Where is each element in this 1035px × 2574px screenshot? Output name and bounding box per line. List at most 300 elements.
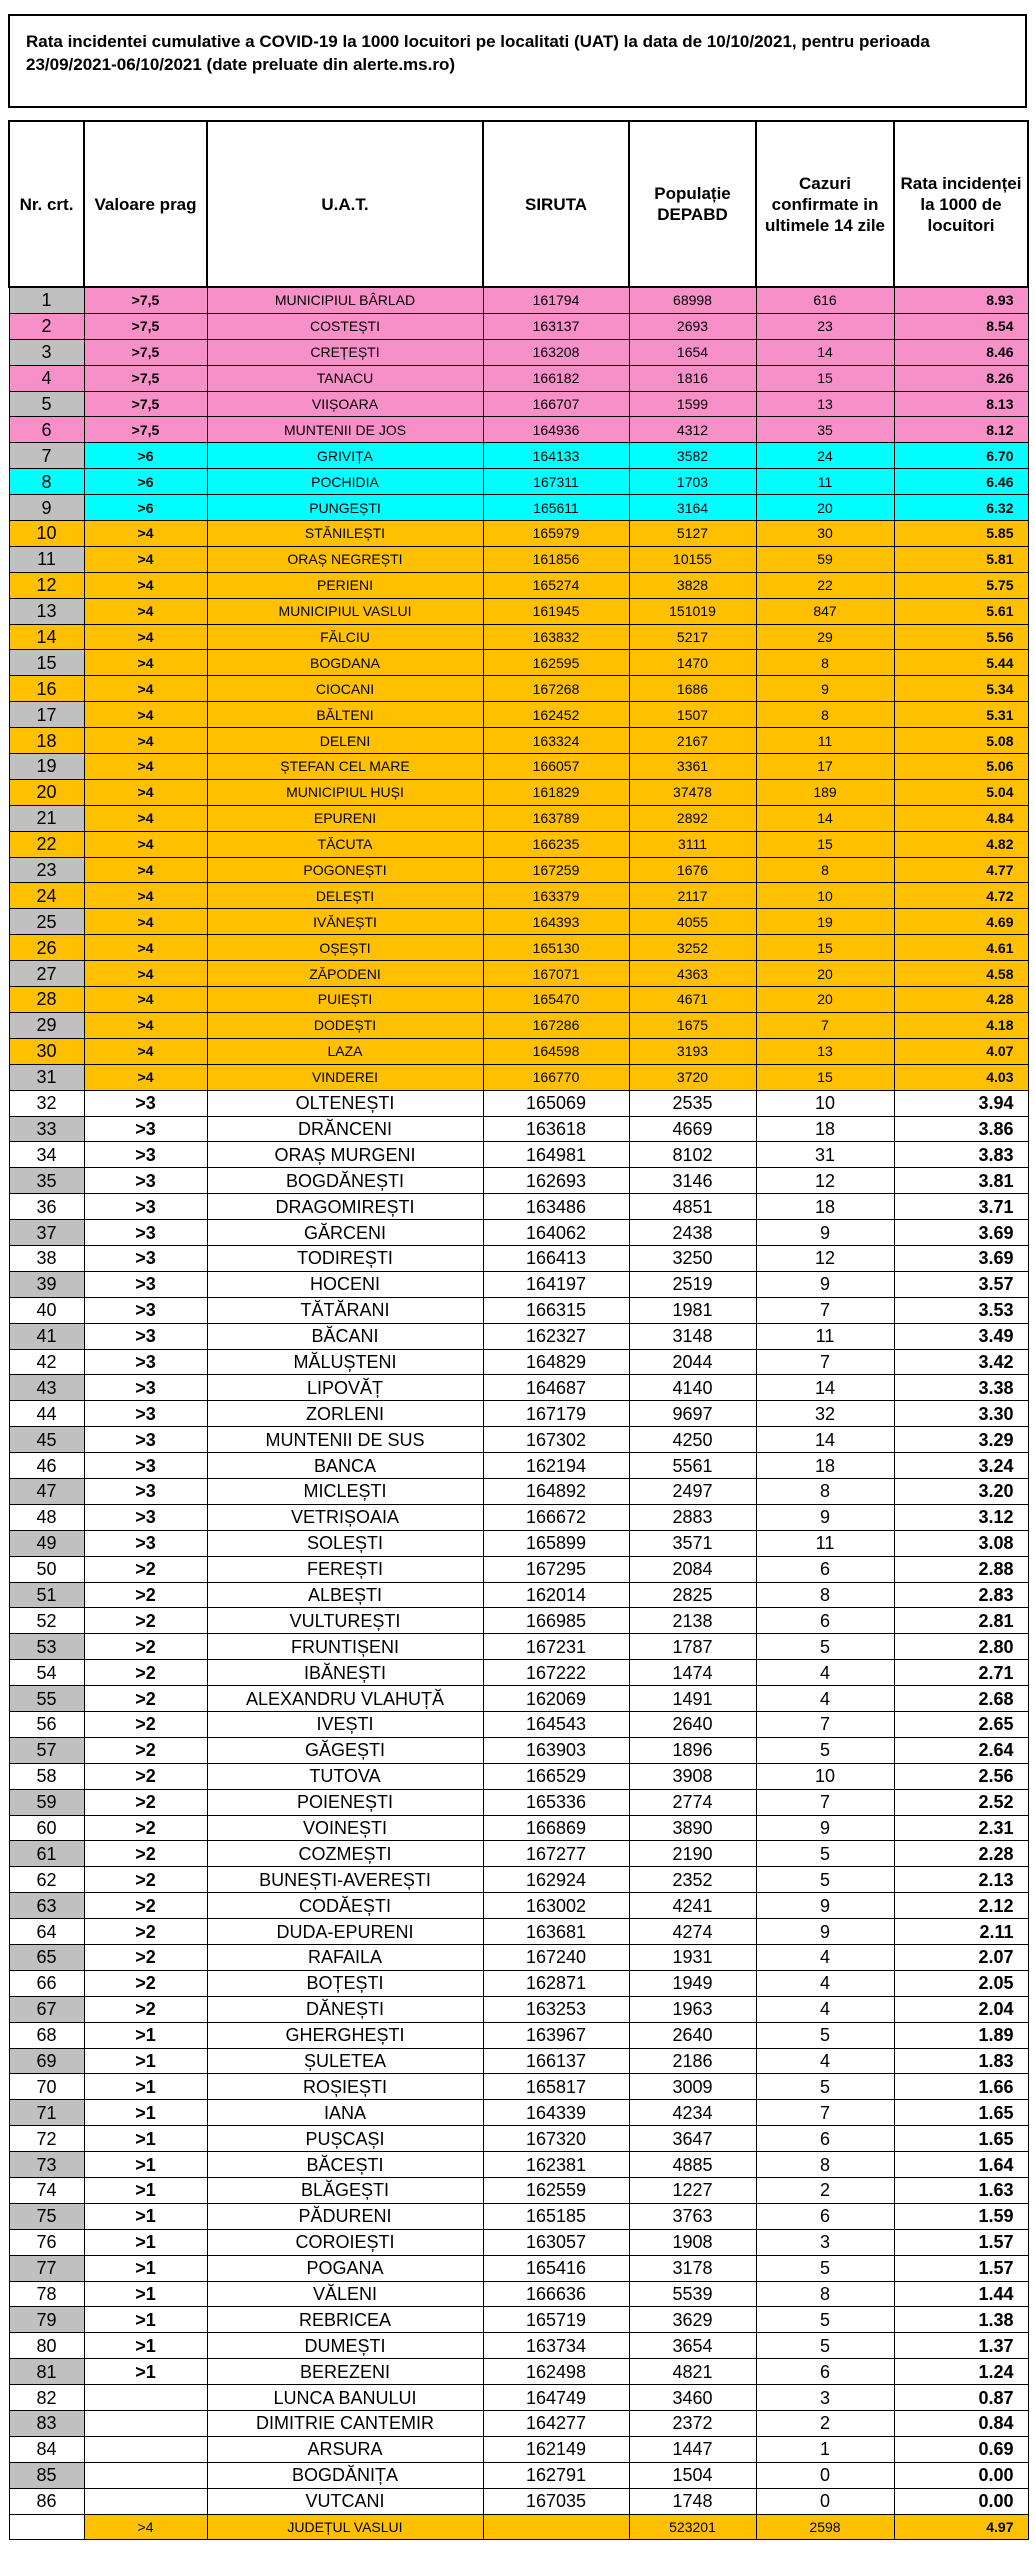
cell-uat: STĂNILEȘTI [207, 521, 483, 547]
cell-nr-crt: 85 [9, 2462, 84, 2488]
cell-siruta: 167302 [483, 1427, 629, 1453]
cell-rata: 3.29 [894, 1427, 1028, 1453]
cell-nr-crt: 40 [9, 1297, 84, 1323]
table-row [9, 1245, 1028, 1271]
cell-cazuri: 8 [756, 2152, 894, 2178]
cell-valoare-prag: >4 [84, 779, 207, 805]
cell-valoare-prag: >3 [84, 1090, 207, 1116]
total-populatie: 523201 [629, 2514, 756, 2540]
cell-populatie: 3148 [629, 1323, 756, 1349]
cell-populatie: 5217 [629, 624, 756, 650]
cell-rata: 5.44 [894, 650, 1028, 676]
cell-populatie: 1896 [629, 1737, 756, 1763]
table-row [9, 443, 1028, 469]
cell-valoare-prag [84, 2462, 207, 2488]
cell-uat: IBĂNEȘTI [207, 1660, 483, 1686]
cell-populatie: 4821 [629, 2359, 756, 2385]
cell-valoare-prag: >3 [84, 1323, 207, 1349]
cell-rata: 2.05 [894, 1970, 1028, 1996]
cell-siruta: 163681 [483, 1919, 629, 1945]
cell-siruta: 163486 [483, 1194, 629, 1220]
cell-uat: DRAGOMIREȘTI [207, 1194, 483, 1220]
table-row [9, 1504, 1028, 1530]
cell-siruta: 163903 [483, 1737, 629, 1763]
cell-rata: 0.69 [894, 2436, 1028, 2462]
cell-valoare-prag: >2 [84, 1893, 207, 1919]
cell-siruta: 162871 [483, 1970, 629, 1996]
cell-populatie: 1504 [629, 2462, 756, 2488]
cell-nr-crt: 62 [9, 1867, 84, 1893]
cell-populatie: 3146 [629, 1168, 756, 1194]
cell-rata: 6.46 [894, 469, 1028, 495]
cell-nr-crt: 15 [9, 650, 84, 676]
cell-uat: CREȚEȘTI [207, 339, 483, 365]
cell-populatie: 1748 [629, 2488, 756, 2514]
cell-cazuri: 30 [756, 521, 894, 547]
cell-nr-crt: 24 [9, 883, 84, 909]
cell-uat: ORAȘ MURGENI [207, 1142, 483, 1168]
cell-cazuri: 22 [756, 572, 894, 598]
cell-nr-crt: 65 [9, 1945, 84, 1971]
cell-valoare-prag: >2 [84, 1582, 207, 1608]
incidence-table [8, 120, 1029, 2540]
cell-uat: VULTUREȘTI [207, 1608, 483, 1634]
table-row [9, 1168, 1028, 1194]
cell-populatie: 2138 [629, 1608, 756, 1634]
cell-populatie: 1787 [629, 1634, 756, 1660]
cell-rata: 2.28 [894, 1841, 1028, 1867]
cell-uat: POGANA [207, 2255, 483, 2281]
cell-rata: 4.07 [894, 1038, 1028, 1064]
cell-cazuri: 0 [756, 2488, 894, 2514]
cell-cazuri: 9 [756, 1919, 894, 1945]
cell-populatie: 37478 [629, 779, 756, 805]
cell-uat: TANACU [207, 365, 483, 391]
cell-rata: 2.81 [894, 1608, 1028, 1634]
cell-rata: 2.56 [894, 1763, 1028, 1789]
cell-nr-crt: 33 [9, 1116, 84, 1142]
cell-siruta: 166636 [483, 2281, 629, 2307]
cell-rata: 6.70 [894, 443, 1028, 469]
cell-rata: 0.87 [894, 2385, 1028, 2411]
cell-rata: 1.83 [894, 2048, 1028, 2074]
cell-populatie: 1981 [629, 1297, 756, 1323]
cell-uat: ALEXANDRU VLAHUȚĂ [207, 1686, 483, 1712]
cell-nr-crt: 17 [9, 702, 84, 728]
cell-uat: ZORLENI [207, 1401, 483, 1427]
cell-rata: 5.08 [894, 728, 1028, 754]
table-row [9, 2074, 1028, 2100]
cell-nr-crt: 59 [9, 1789, 84, 1815]
cell-rata: 3.71 [894, 1194, 1028, 1220]
table-row [9, 1919, 1028, 1945]
cell-populatie: 2352 [629, 1867, 756, 1893]
cell-siruta: 162595 [483, 650, 629, 676]
cell-cazuri: 20 [756, 961, 894, 987]
cell-cazuri: 0 [756, 2462, 894, 2488]
cell-uat: ALBEȘTI [207, 1582, 483, 1608]
cell-cazuri: 4 [756, 1686, 894, 1712]
cell-nr-crt: 37 [9, 1220, 84, 1246]
cell-populatie: 2438 [629, 1220, 756, 1246]
table-row [9, 1893, 1028, 1919]
table-row [9, 1064, 1028, 1090]
cell-cazuri: 14 [756, 1375, 894, 1401]
cell-nr-crt: 14 [9, 624, 84, 650]
cell-cazuri: 8 [756, 702, 894, 728]
cell-cazuri: 5 [756, 1841, 894, 1867]
cell-populatie: 3193 [629, 1038, 756, 1064]
table-row [9, 1841, 1028, 1867]
cell-nr-crt: 32 [9, 1090, 84, 1116]
cell-cazuri: 5 [756, 2074, 894, 2100]
cell-rata: 1.57 [894, 2229, 1028, 2255]
cell-populatie: 2519 [629, 1271, 756, 1297]
cell-cazuri: 29 [756, 624, 894, 650]
cell-populatie: 3009 [629, 2074, 756, 2100]
cell-rata: 5.61 [894, 598, 1028, 624]
cell-valoare-prag: >3 [84, 1401, 207, 1427]
cell-siruta: 167179 [483, 1401, 629, 1427]
cell-valoare-prag: >2 [84, 1634, 207, 1660]
cell-cazuri: 12 [756, 1245, 894, 1271]
header-cazuri: Cazuri confirmate in ultimele 14 zile [756, 121, 894, 287]
cell-cazuri: 8 [756, 1478, 894, 1504]
table-row [9, 2100, 1028, 2126]
cell-nr-crt: 9 [9, 495, 84, 521]
table-row [9, 1970, 1028, 1996]
cell-nr-crt: 73 [9, 2152, 84, 2178]
cell-siruta: 165611 [483, 495, 629, 521]
cell-nr-crt: 2 [9, 313, 84, 339]
cell-uat: DELENI [207, 728, 483, 754]
cell-uat: BOGDANA [207, 650, 483, 676]
cell-rata: 8.13 [894, 391, 1028, 417]
cell-valoare-prag: >3 [84, 1504, 207, 1530]
cell-uat: MUNTENII DE SUS [207, 1427, 483, 1453]
table-row [9, 1194, 1028, 1220]
table-row [9, 2048, 1028, 2074]
cell-rata: 4.84 [894, 805, 1028, 831]
cell-valoare-prag: >4 [84, 831, 207, 857]
cell-uat: VINDEREI [207, 1064, 483, 1090]
cell-rata: 5.04 [894, 779, 1028, 805]
table-row [9, 2203, 1028, 2229]
cell-nr-crt: 1 [9, 287, 84, 313]
cell-uat: GĂGEȘTI [207, 1737, 483, 1763]
cell-cazuri: 15 [756, 365, 894, 391]
cell-nr-crt: 53 [9, 1634, 84, 1660]
cell-valoare-prag: >3 [84, 1142, 207, 1168]
cell-uat: BĂCANI [207, 1323, 483, 1349]
table-row [9, 961, 1028, 987]
cell-nr-crt: 50 [9, 1556, 84, 1582]
table-row [9, 2488, 1028, 2514]
cell-cazuri: 6 [756, 1608, 894, 1634]
cell-siruta: 165719 [483, 2307, 629, 2333]
cell-nr-crt: 35 [9, 1168, 84, 1194]
cell-cazuri: 18 [756, 1194, 894, 1220]
table-row [9, 1608, 1028, 1634]
cell-rata: 2.88 [894, 1556, 1028, 1582]
cell-populatie: 3178 [629, 2255, 756, 2281]
cell-valoare-prag: >3 [84, 1427, 207, 1453]
cell-uat: OȘEȘTI [207, 935, 483, 961]
cell-nr-crt: 49 [9, 1530, 84, 1556]
cell-uat: BUNEȘTI-AVEREȘTI [207, 1867, 483, 1893]
cell-cazuri: 5 [756, 1867, 894, 1893]
cell-nr-crt: 22 [9, 831, 84, 857]
cell-siruta: 162693 [483, 1168, 629, 1194]
cell-siruta: 163618 [483, 1116, 629, 1142]
cell-rata: 2.12 [894, 1893, 1028, 1919]
cell-rata: 0.00 [894, 2488, 1028, 2514]
cell-rata: 2.07 [894, 1945, 1028, 1971]
table-row [9, 2281, 1028, 2307]
cell-populatie: 1963 [629, 1996, 756, 2022]
cell-uat: PUȘCAȘI [207, 2126, 483, 2152]
cell-siruta: 167286 [483, 1012, 629, 1038]
cell-valoare-prag: >1 [84, 2307, 207, 2333]
table-row [9, 883, 1028, 909]
table-row [9, 728, 1028, 754]
cell-uat: IVEȘTI [207, 1711, 483, 1737]
cell-cazuri: 5 [756, 1737, 894, 1763]
table-row [9, 2411, 1028, 2437]
cell-nr-crt: 13 [9, 598, 84, 624]
cell-rata: 1.65 [894, 2100, 1028, 2126]
cell-siruta: 163253 [483, 1996, 629, 2022]
cell-uat: MUNICIPIUL BÂRLAD [207, 287, 483, 313]
cell-uat: GHERGHEȘTI [207, 2022, 483, 2048]
header-populatie: Populație DEPABD [629, 121, 756, 287]
total-cazuri: 2598 [756, 2514, 894, 2540]
cell-valoare-prag: >6 [84, 443, 207, 469]
cell-nr-crt: 26 [9, 935, 84, 961]
cell-uat: DUMEȘTI [207, 2333, 483, 2359]
cell-siruta: 163967 [483, 2022, 629, 2048]
cell-siruta: 163789 [483, 805, 629, 831]
cell-uat: IVĂNEȘTI [207, 909, 483, 935]
table-row [9, 1090, 1028, 1116]
cell-nr-crt: 12 [9, 572, 84, 598]
cell-nr-crt: 43 [9, 1375, 84, 1401]
table-row [9, 1867, 1028, 1893]
cell-cazuri: 9 [756, 1815, 894, 1841]
cell-populatie: 4671 [629, 987, 756, 1013]
cell-populatie: 1227 [629, 2178, 756, 2204]
cell-rata: 4.82 [894, 831, 1028, 857]
cell-cazuri: 8 [756, 1582, 894, 1608]
cell-uat: BOGDĂNIȚA [207, 2462, 483, 2488]
cell-populatie: 3890 [629, 1815, 756, 1841]
cell-rata: 3.20 [894, 1478, 1028, 1504]
cell-populatie: 3361 [629, 754, 756, 780]
cell-cazuri: 2 [756, 2178, 894, 2204]
cell-valoare-prag: >3 [84, 1245, 207, 1271]
table-row [9, 909, 1028, 935]
cell-siruta: 165185 [483, 2203, 629, 2229]
cell-cazuri: 11 [756, 728, 894, 754]
cell-uat: FĂLCIU [207, 624, 483, 650]
table-row [9, 1582, 1028, 1608]
cell-populatie: 2084 [629, 1556, 756, 1582]
cell-nr-crt: 72 [9, 2126, 84, 2152]
cell-populatie: 1507 [629, 702, 756, 728]
cell-siruta: 166137 [483, 2048, 629, 2074]
cell-uat: TĂCUTA [207, 831, 483, 857]
cell-populatie: 3828 [629, 572, 756, 598]
cell-cazuri: 11 [756, 1323, 894, 1349]
cell-siruta: 162069 [483, 1686, 629, 1712]
cell-valoare-prag: >2 [84, 1867, 207, 1893]
table-row [9, 1737, 1028, 1763]
cell-nr-crt: 25 [9, 909, 84, 935]
cell-siruta: 166529 [483, 1763, 629, 1789]
cell-siruta: 162381 [483, 2152, 629, 2178]
cell-nr-crt: 41 [9, 1323, 84, 1349]
cell-siruta: 164687 [483, 1375, 629, 1401]
cell-valoare-prag: >2 [84, 1763, 207, 1789]
cell-populatie: 10155 [629, 546, 756, 572]
cell-valoare-prag: >7,5 [84, 365, 207, 391]
cell-valoare-prag: >2 [84, 1789, 207, 1815]
cell-uat: BĂCEȘTI [207, 2152, 483, 2178]
cell-cazuri: 7 [756, 1012, 894, 1038]
cell-siruta: 167231 [483, 1634, 629, 1660]
cell-valoare-prag: >3 [84, 1168, 207, 1194]
cell-cazuri: 8 [756, 2281, 894, 2307]
cell-siruta: 164936 [483, 417, 629, 443]
table-row [9, 1945, 1028, 1971]
table-row [9, 2229, 1028, 2255]
cell-valoare-prag: >3 [84, 1530, 207, 1556]
cell-rata: 3.69 [894, 1245, 1028, 1271]
cell-valoare-prag: >3 [84, 1116, 207, 1142]
cell-valoare-prag: >1 [84, 2203, 207, 2229]
cell-populatie: 3720 [629, 1064, 756, 1090]
header-rata: Rata incidenței la 1000 de locuitori [894, 121, 1028, 287]
cell-siruta: 164598 [483, 1038, 629, 1064]
cell-siruta: 167311 [483, 469, 629, 495]
cell-uat: REBRICEA [207, 2307, 483, 2333]
cell-nr-crt: 51 [9, 1582, 84, 1608]
cell-rata: 5.31 [894, 702, 1028, 728]
cell-populatie: 3111 [629, 831, 756, 857]
cell-uat: MUNTENII DE JOS [207, 417, 483, 443]
cell-populatie: 1686 [629, 676, 756, 702]
cell-cazuri: 6 [756, 2126, 894, 2152]
cell-nr-crt: 82 [9, 2385, 84, 2411]
cell-cazuri: 6 [756, 1556, 894, 1582]
cell-siruta: 166315 [483, 1297, 629, 1323]
cell-uat: EPURENI [207, 805, 483, 831]
cell-siruta: 166182 [483, 365, 629, 391]
cell-cazuri: 13 [756, 391, 894, 417]
cell-cazuri: 35 [756, 417, 894, 443]
cell-nr-crt: 75 [9, 2203, 84, 2229]
cell-populatie: 4851 [629, 1194, 756, 1220]
table-row [9, 779, 1028, 805]
cell-rata: 3.38 [894, 1375, 1028, 1401]
cell-populatie: 4312 [629, 417, 756, 443]
cell-rata: 2.80 [894, 1634, 1028, 1660]
cell-valoare-prag [84, 2436, 207, 2462]
cell-nr-crt: 6 [9, 417, 84, 443]
cell-nr-crt: 8 [9, 469, 84, 495]
cell-cazuri: 18 [756, 1453, 894, 1479]
cell-rata: 2.52 [894, 1789, 1028, 1815]
cell-populatie: 151019 [629, 598, 756, 624]
cell-rata: 3.83 [894, 1142, 1028, 1168]
cell-valoare-prag: >2 [84, 1815, 207, 1841]
table-row [9, 1116, 1028, 1142]
cell-nr-crt: 4 [9, 365, 84, 391]
cell-siruta: 163734 [483, 2333, 629, 2359]
header-nr-crt: Nr. crt. [9, 121, 84, 287]
cell-rata: 1.24 [894, 2359, 1028, 2385]
table-row [9, 598, 1028, 624]
cell-siruta: 162014 [483, 1582, 629, 1608]
cell-uat: CODĂEȘTI [207, 1893, 483, 1919]
cell-valoare-prag: >3 [84, 1349, 207, 1375]
table-row [9, 987, 1028, 1013]
cell-nr-crt: 58 [9, 1763, 84, 1789]
cell-uat: VOINEȘTI [207, 1815, 483, 1841]
cell-populatie: 2186 [629, 2048, 756, 2074]
cell-valoare-prag: >1 [84, 2100, 207, 2126]
cell-uat: PERIENI [207, 572, 483, 598]
cell-populatie: 4274 [629, 1919, 756, 1945]
cell-nr-crt: 19 [9, 754, 84, 780]
cell-cazuri: 4 [756, 1996, 894, 2022]
cell-siruta: 161945 [483, 598, 629, 624]
cell-cazuri: 15 [756, 831, 894, 857]
cell-siruta: 164981 [483, 1142, 629, 1168]
cell-nr-crt: 47 [9, 1478, 84, 1504]
cell-cazuri: 10 [756, 1763, 894, 1789]
cell-populatie: 4669 [629, 1116, 756, 1142]
cell-populatie: 4363 [629, 961, 756, 987]
table-row [9, 857, 1028, 883]
cell-uat: ȘTEFAN CEL MARE [207, 754, 483, 780]
cell-populatie: 2535 [629, 1090, 756, 1116]
cell-uat: DĂNEȘTI [207, 1996, 483, 2022]
cell-siruta: 163832 [483, 624, 629, 650]
table-row [9, 1996, 1028, 2022]
cell-siruta: 161856 [483, 546, 629, 572]
cell-valoare-prag: >1 [84, 2022, 207, 2048]
cell-rata: 4.61 [894, 935, 1028, 961]
cell-populatie: 3654 [629, 2333, 756, 2359]
cell-siruta: 166672 [483, 1504, 629, 1530]
table-row [9, 831, 1028, 857]
cell-uat: IANA [207, 2100, 483, 2126]
cell-populatie: 2640 [629, 2022, 756, 2048]
cell-uat: ARSURA [207, 2436, 483, 2462]
table-row [9, 1815, 1028, 1841]
cell-valoare-prag: >4 [84, 805, 207, 831]
cell-cazuri: 7 [756, 1711, 894, 1737]
table-row [9, 676, 1028, 702]
table-row [9, 1271, 1028, 1297]
cell-uat: DRĂNCENI [207, 1116, 483, 1142]
cell-rata: 3.81 [894, 1168, 1028, 1194]
cell-uat: ROȘIEȘTI [207, 2074, 483, 2100]
cell-nr-crt: 34 [9, 1142, 84, 1168]
cell-populatie: 1908 [629, 2229, 756, 2255]
cell-cazuri: 10 [756, 883, 894, 909]
